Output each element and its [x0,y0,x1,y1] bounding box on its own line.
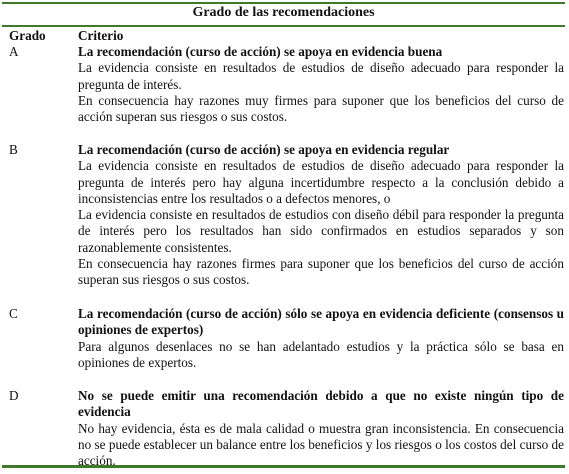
column-header-grade: Grado [9,28,46,43]
grade-label: B [9,142,18,157]
criteria-cell [78,142,564,289]
criteria-paragraph: La evidencia consiste en resultados de estudios de diseño adecuado para responder la pregunta de interés. [78,60,564,92]
criteria-paragraph: No hay evidencia, ésta es de mala calidad o muestra gran inconsistencia. En consecuencia no se puede establecer un balance entre los beneficios y los riesgos o los costos del curso de acción. [78,420,564,469]
recommendation-grades-table [2,2,565,468]
criteria-paragraph: Para algunos desenlaces no se han adelantado estudios y la práctica sólo se basa en opiniones de expertos. [78,338,564,370]
criteria-cell [78,44,564,125]
title-divider [2,25,565,27]
column-header-criteria: Criterio [78,28,124,43]
criteria-lead: La recomendación (curso de acción) se apoya en evidencia regular [78,142,450,157]
criteria-cell [78,388,564,469]
criteria-paragraph: La evidencia consiste en resultados de estudios de diseño adecuado para responder la pregunta de interés pero hay alguna incertidumbre respecto a la conclusión debido a inconsistencias entre los resultados o a defectos menores, o [78,158,564,206]
criteria-lead: No se puede emitir una recomendación debido a que no existe ningún tipo de evidencia [78,388,564,420]
criteria-lead: La recomendación (curso de acción) sólo se apoya en evidencia deficiente (consensos u opiniones de expertos) [78,306,564,338]
criteria-paragraph: En consecuencia hay razones firmes para suponer que los beneficios del curso de acción superan sus riesgos o sus costos. [78,256,564,288]
criteria-lead: La recomendación (curso de acción) se apoya en evidencia buena [78,44,443,59]
grade-label: A [9,44,19,59]
grade-label: D [9,388,19,403]
grade-label: C [9,306,18,321]
criteria-paragraph: La evidencia consiste en resultados de estudios con diseño débil para responder la pregunta de interés pero los resultados han sido confirmados en estudios separados y son razonablemente consistentes. [78,207,564,255]
criteria-paragraph: En consecuencia hay razones muy firmes para suponer que los beneficios del curso de acción superan sus riesgos o sus costos. [78,92,564,125]
criteria-cell [78,306,564,371]
table-title: Grado de las recomendaciones [192,5,375,20]
